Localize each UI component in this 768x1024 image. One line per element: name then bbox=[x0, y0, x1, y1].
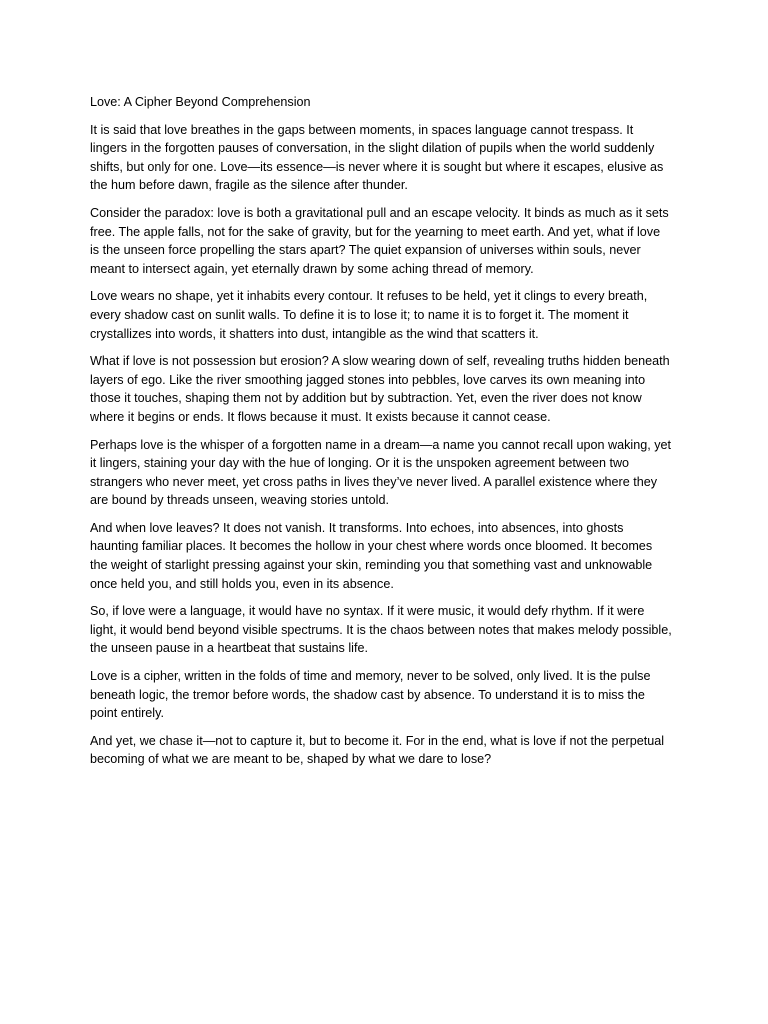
paragraph-6: And when love leaves? It does not vanish. It transforms. Into echoes, into absences, into ghosts haunting familiar places. It becomes the hollow in your chest where words once bloomed. It becomes the weight of starlight pressing against your skin, reminding you that something vast and unknowable once held you, and still holds you, even in its absence. bbox=[90, 520, 653, 591]
paragraph-5: Perhaps love is the whisper of a forgotten name in a dream—a name you cannot recall upon waking, yet it lingers, staining your day with the hue of longing. Or it is the unspoken agreement between two strangers who never meet, yet cross paths in lives they’ve never lived. A parallel existence where they are bound by threads unseen, weaving stories untold. bbox=[90, 437, 672, 508]
paragraph-9: And yet, we chase it—not to capture it, but to become it. For in the end, what is love if not the perpetual becoming of what we are meant to be, shaped by what we dare to lose? bbox=[90, 733, 665, 767]
paragraph-8: Love is a cipher, written in the folds of time and memory, never to be solved, only lived. It is the pulse beneath logic, the tremor before words, the shadow cast by absence. To understand it is to miss the point entirely. bbox=[90, 669, 651, 721]
document-title: Love: A Cipher Beyond Comprehension bbox=[90, 95, 311, 109]
paragraph-2: Consider the paradox: love is both a gravitational pull and an escape velocity. It binds as much as it sets free. The apple falls, not for the sake of gravity, but for the yearning to meet earth. And yet, what if love is the unseen force propelling the stars apart? The quiet expansion of universes within souls, never meant to intersect again, yet eternally drawn by some aching thread of memory. bbox=[90, 205, 669, 276]
paragraph-1: It is said that love breathes in the gaps between moments, in spaces language cannot trespass. It lingers in the forgotten pauses of conversation, in the slight dilation of pupils when the world suddenly shifts, but only for one. Love—its essence—is never where it is sought but where it escapes, elusive as the hum before dawn, fragile as the silence after thunder. bbox=[90, 122, 664, 193]
paragraph-3: Love wears no shape, yet it inhabits every contour. It refuses to be held, yet it clings to every breath, every shadow cast on sunlit walls. To define it is to lose it; to name it is to forget it. The moment it crystallizes into words, it shatters into dust, intangible as the wind that scatters it. bbox=[90, 289, 648, 341]
paragraph-7: So, if love were a language, it would have no syntax. If it were music, it would defy rhythm. If it were light, it would bend beyond visible spectrums. It is the chaos between notes that makes melody possible, the unseen pause in a heartbeat that sustains life. bbox=[90, 604, 672, 656]
paragraph-4: What if love is not possession but erosion? A slow wearing down of self, revealing truths hidden beneath layers of ego. Like the river smoothing jagged stones into pebbles, love carves its own meaning into those it touches, shaping them not by addition but by subtraction. Yet, even the river does not know where it begins or ends. It flows because it must. It exists because it cannot cease. bbox=[90, 354, 670, 424]
document-body bbox=[90, 93, 672, 778]
